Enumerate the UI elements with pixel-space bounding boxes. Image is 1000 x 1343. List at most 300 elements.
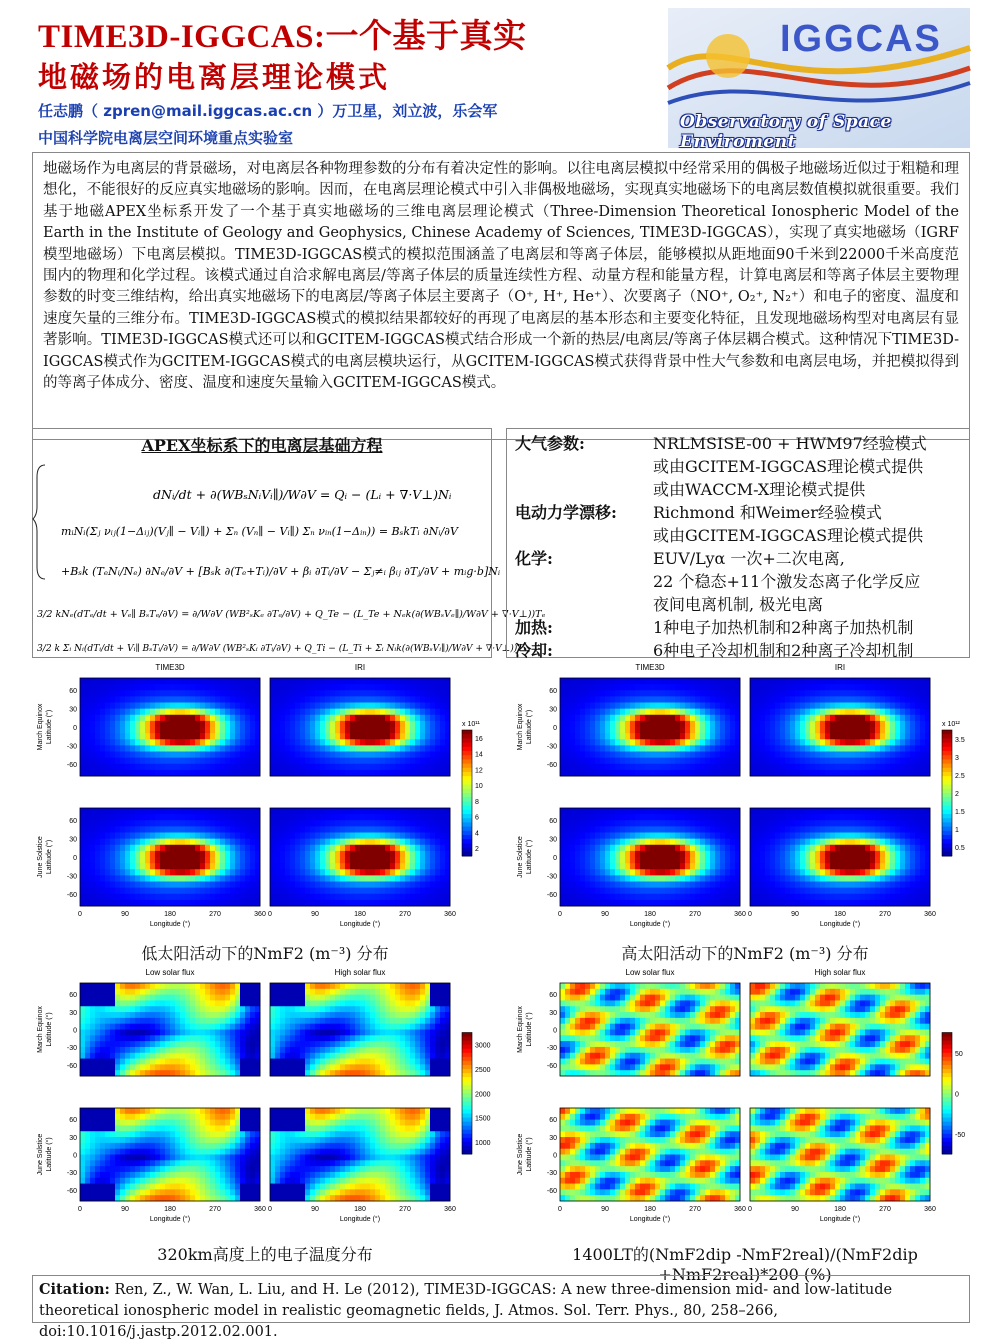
map-cell (735, 764, 740, 771)
map-cell (85, 1018, 90, 1024)
map-cell (190, 894, 195, 901)
map-cell (610, 764, 615, 771)
map-cell (115, 715, 120, 722)
map-cell (675, 721, 680, 728)
map-cell (370, 770, 375, 777)
map-cell (665, 721, 670, 728)
map-cell (685, 863, 690, 870)
map-cell (285, 900, 290, 907)
map-cell (110, 1053, 115, 1059)
map-cell (340, 709, 345, 716)
map-cell (610, 888, 615, 895)
map-cell (255, 739, 260, 746)
map-cell (705, 703, 710, 710)
map-cell (245, 727, 250, 734)
map-cell (625, 727, 630, 734)
map-cell (245, 715, 250, 722)
map-cell (845, 678, 850, 685)
map-cell (605, 826, 610, 833)
map-cell (115, 851, 120, 858)
map-cell (320, 875, 325, 882)
map-cell (845, 894, 850, 901)
map-cell (440, 721, 445, 728)
map-cell (585, 690, 590, 697)
map-cell (855, 727, 860, 734)
map-cell (880, 758, 885, 765)
map-cell (295, 869, 300, 876)
map-cell (155, 894, 160, 901)
map-cell (875, 808, 880, 815)
map-cell (235, 888, 240, 895)
map-cell (885, 684, 890, 691)
map-cell (360, 875, 365, 882)
map-cell (85, 752, 90, 759)
map-cell (725, 888, 730, 895)
map-cell (210, 808, 215, 815)
map-cell (285, 814, 290, 821)
map-cell (910, 752, 915, 759)
map-cell (695, 869, 700, 876)
map-cell (250, 857, 255, 864)
map-cell (245, 678, 250, 685)
map-cell (350, 833, 355, 840)
map-cell (630, 715, 635, 722)
map-cell (685, 894, 690, 901)
map-cell (435, 733, 440, 740)
colorbar-tick-label: 14 (475, 752, 483, 759)
map-cell (100, 1030, 105, 1036)
map-cell (110, 894, 115, 901)
map-cell (350, 814, 355, 821)
map-cell (130, 1006, 135, 1012)
map-cell (800, 721, 805, 728)
map-cell (755, 814, 760, 821)
map-cell (725, 833, 730, 840)
map-cell (410, 739, 415, 746)
map-cell (165, 833, 170, 840)
map-cell (825, 764, 830, 771)
map-cell (700, 764, 705, 771)
map-cell (670, 764, 675, 771)
map-cell (660, 684, 665, 691)
map-cell (760, 703, 765, 710)
map-cell (915, 733, 920, 740)
map-cell (925, 833, 930, 840)
figure-caption: 高太阳活动下的NmF2 (m⁻³) 分布 (510, 941, 980, 964)
map-cell (610, 770, 615, 777)
map-cell (845, 863, 850, 870)
map-cell (195, 857, 200, 864)
map-cell (225, 839, 230, 846)
map-cell (365, 703, 370, 710)
map-cell (835, 851, 840, 858)
map-cell (310, 696, 315, 703)
map-cell (215, 684, 220, 691)
map-cell (830, 875, 835, 882)
map-cell (685, 770, 690, 777)
map-cell (135, 684, 140, 691)
map-cell (80, 1053, 85, 1059)
map-cell (285, 894, 290, 901)
map-cell (845, 752, 850, 759)
map-cell (575, 727, 580, 734)
map-cell (180, 745, 185, 752)
map-cell (660, 839, 665, 846)
map-cell (615, 857, 620, 864)
map-cell (825, 745, 830, 752)
map-cell (345, 820, 350, 827)
map-cell (155, 684, 160, 691)
map-cell (210, 833, 215, 840)
map-cell (640, 814, 645, 821)
map-cell (355, 696, 360, 703)
map-cell (360, 684, 365, 691)
map-cell (800, 684, 805, 691)
map-cell (875, 857, 880, 864)
map-cell (305, 851, 310, 858)
map-cell (375, 900, 380, 907)
map-cell (420, 814, 425, 821)
map-cell (310, 727, 315, 734)
map-cell (755, 857, 760, 864)
map-cell (95, 839, 100, 846)
map-cell (145, 845, 150, 852)
map-cell (340, 857, 345, 864)
map-cell (350, 770, 355, 777)
map-cell (905, 739, 910, 746)
map-cell (235, 869, 240, 876)
map-cell (850, 888, 855, 895)
map-cell (350, 894, 355, 901)
map-cell (420, 684, 425, 691)
map-cell (210, 894, 215, 901)
map-cell (180, 770, 185, 777)
map-cell (800, 678, 805, 685)
map-cell (725, 808, 730, 815)
map-cell (760, 894, 765, 901)
map-cell (270, 745, 275, 752)
map-cell (225, 857, 230, 864)
map-cell (910, 845, 915, 852)
map-cell (315, 845, 320, 852)
map-cell (900, 727, 905, 734)
map-cell (190, 839, 195, 846)
map-cell (295, 727, 300, 734)
map-cell (310, 869, 315, 876)
map-cell (195, 839, 200, 846)
map-cell (635, 709, 640, 716)
map-cell (665, 690, 670, 697)
map-cell (795, 758, 800, 765)
map-cell (770, 678, 775, 685)
map-cell (180, 690, 185, 697)
map-cell (650, 894, 655, 901)
map-cell (900, 721, 905, 728)
map-cell (205, 752, 210, 759)
map-cell (795, 703, 800, 710)
map-cell (125, 1018, 130, 1024)
map-cell (115, 900, 120, 907)
map-cell (280, 709, 285, 716)
map-cell (905, 721, 910, 728)
map-cell (790, 894, 795, 901)
map-cell (340, 770, 345, 777)
map-cell (890, 684, 895, 691)
map-cell (160, 733, 165, 740)
parameter-value: Richmond 和Weimer经验模式 (653, 500, 882, 523)
map-cell (275, 814, 280, 821)
map-cell (320, 888, 325, 895)
map-cell (635, 745, 640, 752)
map-cell (220, 696, 225, 703)
map-cell (875, 875, 880, 882)
map-cell (775, 739, 780, 746)
map-cell (720, 745, 725, 752)
map-cell (925, 703, 930, 710)
map-cell (890, 721, 895, 728)
map-cell (680, 814, 685, 821)
map-cell (630, 733, 635, 740)
map-cell (580, 770, 585, 777)
map-cell (860, 745, 865, 752)
parameter-value: 6种电子冷却机制和2种离子冷却机制 (653, 638, 913, 661)
parameter-label: 加热: (515, 615, 655, 638)
map-cell (675, 888, 680, 895)
map-cell (290, 684, 295, 691)
map-cell (905, 839, 910, 846)
map-cell (430, 703, 435, 710)
map-cell (95, 1030, 100, 1036)
map-cell (120, 989, 125, 995)
map-cell (375, 820, 380, 827)
map-cell (810, 863, 815, 870)
map-cell (565, 770, 570, 777)
map-cell (105, 808, 110, 815)
map-cell (95, 894, 100, 901)
map-cell (595, 845, 600, 852)
equation-continuity: dNᵢ/dt + ∂(WBₛNᵢVᵢ∥)/W∂V = Qᵢ − (Lᵢ + ∇·V⊥)Nᵢ (153, 487, 452, 502)
map-cell (700, 894, 705, 901)
map-cell (90, 845, 95, 852)
map-cell (95, 690, 100, 697)
map-cell (670, 758, 675, 765)
map-cell (600, 851, 605, 858)
map-cell (240, 875, 245, 882)
map-cell (80, 995, 85, 1001)
map-cell (630, 851, 635, 858)
map-cell (710, 739, 715, 746)
map-cell (660, 752, 665, 759)
map-cell (665, 696, 670, 703)
map-cell (315, 833, 320, 840)
map-cell (445, 814, 450, 821)
map-cell (255, 770, 260, 777)
map-cell (755, 863, 760, 870)
map-cell (800, 888, 805, 895)
map-cell (890, 752, 895, 759)
map-cell (670, 703, 675, 710)
map-cell (275, 833, 280, 840)
map-cell (885, 739, 890, 746)
map-cell (430, 770, 435, 777)
map-cell (805, 888, 810, 895)
map-cell (430, 752, 435, 759)
map-cell (245, 863, 250, 870)
map-cell (410, 814, 415, 821)
map-cell (255, 882, 260, 889)
map-cell (330, 764, 335, 771)
map-cell (120, 758, 125, 765)
map-cell (325, 814, 330, 821)
map-cell (830, 869, 835, 876)
map-cell (225, 703, 230, 710)
map-cell (735, 826, 740, 833)
map-cell (90, 690, 95, 697)
map-cell (185, 721, 190, 728)
map-cell (735, 690, 740, 697)
map-cell (150, 745, 155, 752)
map-cell (335, 764, 340, 771)
map-cell (330, 900, 335, 907)
map-cell (310, 888, 315, 895)
map-cell (325, 752, 330, 759)
map-cell (705, 820, 710, 827)
map-cell (885, 733, 890, 740)
map-cell (100, 839, 105, 846)
map-cell (575, 684, 580, 691)
map-cell (415, 851, 420, 858)
map-cell (330, 826, 335, 833)
map-cell (305, 721, 310, 728)
map-cell (210, 752, 215, 759)
map-cell (95, 1059, 100, 1065)
map-cell (725, 690, 730, 697)
map-cell (390, 894, 395, 901)
map-cell (205, 839, 210, 846)
map-cell (325, 845, 330, 852)
map-cell (270, 684, 275, 691)
map-cell (425, 727, 430, 734)
map-cell (775, 839, 780, 846)
map-cell (850, 808, 855, 815)
map-cell (135, 857, 140, 864)
map-cell (130, 758, 135, 765)
map-cell (830, 709, 835, 716)
map-cell (280, 745, 285, 752)
map-cell (285, 820, 290, 827)
map-cell (250, 721, 255, 728)
map-cell (180, 709, 185, 716)
map-cell (795, 727, 800, 734)
map-cell (190, 739, 195, 746)
map-cell (255, 733, 260, 740)
map-cell (845, 696, 850, 703)
map-cell (415, 863, 420, 870)
map-cell (715, 703, 720, 710)
map-cell (630, 894, 635, 901)
map-cell (365, 678, 370, 685)
map-cell (915, 900, 920, 907)
map-cell (175, 808, 180, 815)
map-cell (425, 770, 430, 777)
map-cell (685, 882, 690, 889)
map-cell (820, 863, 825, 870)
map-cell (815, 684, 820, 691)
map-cell (855, 875, 860, 882)
map-cell (750, 863, 755, 870)
map-cell (110, 814, 115, 821)
map-cell (860, 733, 865, 740)
map-cell (605, 678, 610, 685)
map-cell (645, 764, 650, 771)
map-cell (830, 715, 835, 722)
map-cell (605, 764, 610, 771)
map-cell (765, 690, 770, 697)
map-cell (870, 888, 875, 895)
map-cell (805, 863, 810, 870)
equation-momentum-1: mᵢNᵢ(Σⱼ νᵢⱼ(1−Δᵢⱼ)(Vⱼ∥ − Vᵢ∥) + Σₙ (Vₙ∥ − Vᵢ∥) Σₙ νᵢₙ(1−Δᵢₙ)) = BₛkTᵢ ∂Nᵢ/∂V (61, 525, 459, 538)
map-cell (255, 709, 260, 716)
map-cell (730, 684, 735, 691)
map-cell (305, 703, 310, 710)
map-cell (580, 826, 585, 833)
map-cell (150, 888, 155, 895)
map-cell (385, 678, 390, 685)
map-cell (560, 882, 565, 889)
map-cell (710, 820, 715, 827)
map-cell (125, 696, 130, 703)
map-cell (345, 721, 350, 728)
map-cell (370, 869, 375, 876)
map-cell (625, 808, 630, 815)
map-cell (310, 882, 315, 889)
map-cell (890, 869, 895, 876)
map-cell (330, 851, 335, 858)
map-cell (125, 808, 130, 815)
map-cell (620, 678, 625, 685)
map-cell (95, 995, 100, 1001)
map-cell (290, 900, 295, 907)
map-cell (215, 845, 220, 852)
map-cell (660, 703, 665, 710)
map-cell (720, 715, 725, 722)
map-cell (120, 875, 125, 882)
map-cell (105, 826, 110, 833)
map-cell (860, 894, 865, 901)
map-cell (195, 709, 200, 716)
map-cell (90, 703, 95, 710)
map-cell (725, 758, 730, 765)
map-cell (80, 1012, 85, 1018)
map-cell (110, 770, 115, 777)
map-cell (390, 715, 395, 722)
map-cell (145, 875, 150, 882)
map-cell (120, 727, 125, 734)
map-cell (595, 863, 600, 870)
map-cell (585, 703, 590, 710)
map-cell (570, 851, 575, 858)
map-cell (835, 733, 840, 740)
map-cell (380, 696, 385, 703)
map-cell (915, 739, 920, 746)
map-cell (150, 839, 155, 846)
map-cell (610, 696, 615, 703)
map-cell (840, 752, 845, 759)
map-cell (925, 900, 930, 907)
map-cell (210, 721, 215, 728)
map-cell (90, 875, 95, 882)
map-cell (890, 882, 895, 889)
